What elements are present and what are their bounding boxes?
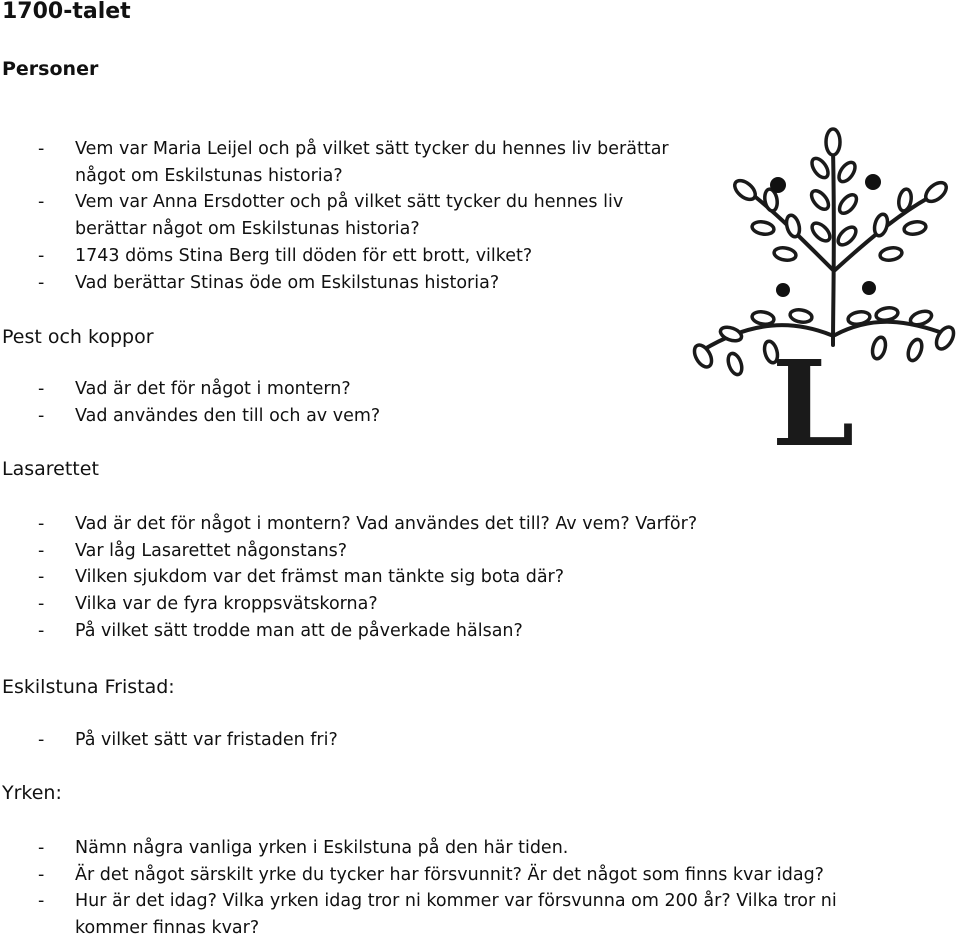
bullet-dash: - (38, 192, 45, 213)
bullet-dash: - (38, 272, 45, 293)
question-list-eskilstuna-fristad (0, 727, 675, 754)
list-item (0, 564, 895, 591)
question-list-personer (0, 136, 675, 296)
question-text: Vad är det för något i montern? Vad användes det till? Av vem? Varför? (75, 514, 698, 534)
question-text: 1743 döms Stina Berg till döden för ett brott, vilket? (75, 245, 533, 266)
list-item (0, 835, 895, 862)
list-item (0, 591, 895, 618)
question-text: Nämn några vanliga yrken i Eskilstuna på den här tiden. (75, 838, 569, 858)
question-text: Vilken sjukdom var det främst man tänkte sig bota där? (75, 567, 565, 588)
list-item (0, 888, 895, 941)
list-item (0, 511, 895, 538)
question-text: Vilka var de fyra kroppsvätskorna? (75, 594, 378, 615)
bullet-dash: - (38, 514, 45, 534)
bullet-dash: - (38, 864, 45, 885)
section-heading-eskilstuna-fristad: Eskilstuna Fristad: (2, 676, 175, 698)
question-text: Var låg Lasarettet någonstans? (75, 540, 348, 561)
decorative-initial-l-icon (683, 120, 960, 465)
question-list-pest-och-koppor (0, 376, 675, 429)
question-text: Hur är det idag? Vilka yrken idag tror ni kommer var försvunna om 200 år? Vilka tror ni kommer finnas kvar? (75, 891, 837, 939)
section-heading-personer: Personer (2, 58, 99, 80)
list-item (0, 538, 895, 565)
section-heading-yrken: Yrken: (2, 782, 62, 804)
bullet-dash: - (38, 379, 45, 399)
list-item (0, 243, 675, 270)
stem-center (833, 150, 834, 345)
list-item (0, 270, 675, 297)
list-item (0, 403, 675, 430)
list-item (0, 727, 675, 754)
page-title: 1700-talet (2, 0, 131, 24)
question-text: Vem var Maria Leijel och på vilket sätt tycker du hennes liv berättar något om Eskilstunas historia? (75, 139, 669, 186)
bullet-dash: - (38, 567, 45, 588)
bullet-dash: - (38, 730, 45, 750)
bullet-dash: - (38, 540, 45, 561)
question-text: På vilket sätt var fristaden fri? (75, 730, 338, 750)
list-item (0, 136, 675, 189)
bullet-dash: - (38, 139, 45, 159)
question-list-yrken (0, 835, 895, 942)
bullet-dash: - (38, 891, 45, 912)
list-item (0, 376, 675, 403)
bullet-dash: - (38, 620, 45, 641)
question-text: Är det något särskilt yrke du tycker har försvunnit? Är det något som finns kvar idag? (75, 864, 824, 885)
section-heading-lasarettet: Lasarettet (2, 458, 99, 480)
bullet-dash: - (38, 838, 45, 858)
initial-letter: L (771, 334, 855, 465)
bullet-dash: - (38, 594, 45, 615)
question-text: Vad berättar Stinas öde om Eskilstunas historia? (75, 272, 500, 293)
question-text: På vilket sätt trodde man att de påverkade hälsan? (75, 620, 523, 641)
question-text: Vem var Anna Ersdotter och på vilket sätt tycker du hennes liv berättar något om Eskilstunas historia? (75, 192, 624, 240)
question-list-lasarettet (0, 511, 895, 645)
question-text: Vad användes den till och av vem? (75, 405, 381, 426)
list-item (0, 618, 895, 645)
list-item (0, 862, 895, 889)
section-heading-pest-och-koppor: Pest och koppor (2, 326, 154, 348)
question-text: Vad är det för något i montern? (75, 379, 351, 399)
bullet-dash: - (38, 405, 45, 426)
list-item (0, 189, 675, 242)
bullet-dash: - (38, 245, 45, 266)
